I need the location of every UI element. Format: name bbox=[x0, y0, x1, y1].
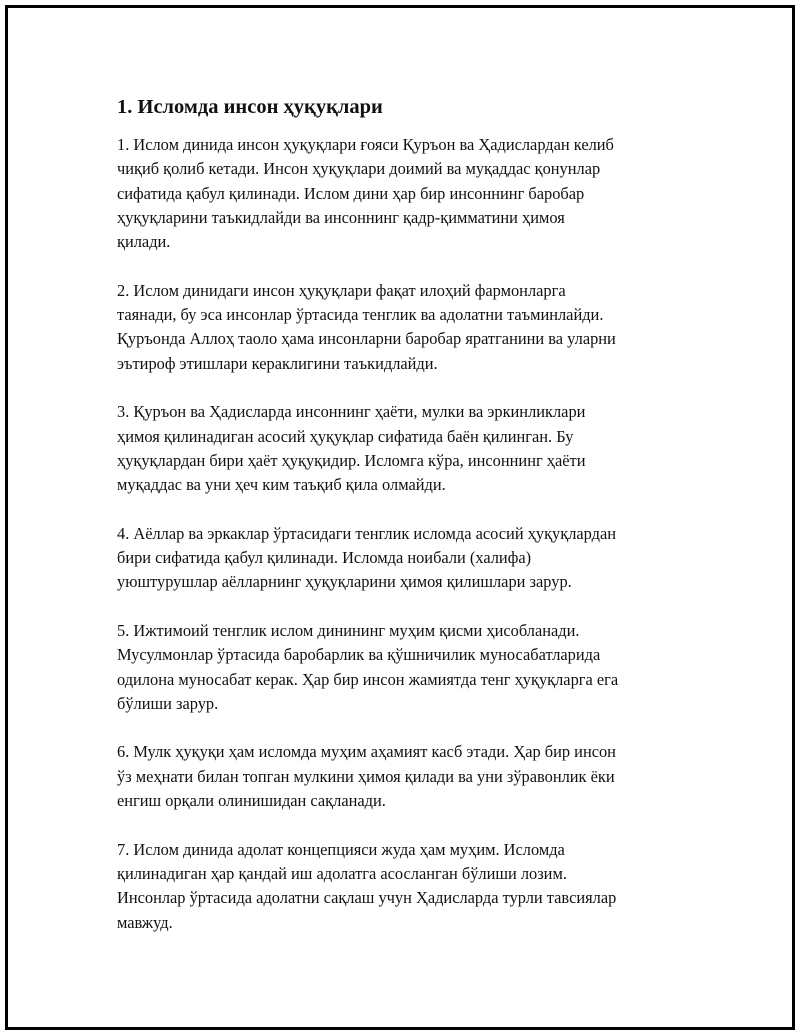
paragraph-3 bbox=[117, 400, 687, 497]
paragraph-line: Қуръонда Аллоҳ таоло ҳама инсонларни баробар яратганини ва уларни bbox=[117, 329, 616, 349]
paragraph-line: енгиш орқали олинишидан сақланади. bbox=[117, 791, 386, 811]
paragraph-line: бири сифатида қабул қилинади. Исломда ноибали (халифа) bbox=[117, 548, 532, 568]
paragraph-line: 3. Қуръон ва Ҳадисларда инсоннинг ҳаёти, мулки ва эркинликлари bbox=[117, 402, 586, 422]
paragraph-5 bbox=[117, 619, 687, 716]
paragraph-7 bbox=[117, 838, 687, 935]
paragraph-line: мавжуд. bbox=[117, 912, 173, 932]
paragraph-line: бўлиши зарур. bbox=[117, 693, 219, 713]
paragraph-line: 6. Мулк ҳуқуқи ҳам исломда муҳим аҳамият касб этади. Ҳар бир инсон bbox=[117, 742, 616, 762]
paragraph-line: 2. Ислом динидаги инсон ҳуқуқлари фақат илоҳий фармонларга bbox=[117, 280, 566, 300]
paragraph-line: Инсонлар ўртасида адолатни сақлаш учун Ҳадисларда турли тавсиялар bbox=[117, 888, 617, 908]
paragraph-line: ҳуқуқларини таъкидлайди ва инсоннинг қадр-қимматини ҳимоя bbox=[117, 207, 565, 227]
document-body bbox=[117, 94, 687, 959]
paragraph-line: 1. Ислом динида инсон ҳуқуқлари ғояси Қуръон ва Ҳадислардан келиб bbox=[117, 135, 614, 154]
paragraph-line: 5. Ижтимоий тенглик ислом динининг муҳим қисми ҳисобланади. bbox=[117, 620, 580, 640]
paragraph-6 bbox=[117, 740, 687, 813]
paragraph-list bbox=[117, 133, 687, 935]
paragraph-2 bbox=[117, 279, 687, 376]
paragraph-line: уюштурушлар аёлларнинг ҳуқуқларини ҳимоя қилишлари зарур. bbox=[117, 572, 572, 592]
paragraph-4 bbox=[117, 522, 687, 595]
paragraph-line: ҳимоя қилинадиган асосий ҳуқуқлар сифатида баён қилинган. Бу bbox=[117, 426, 574, 446]
paragraph-line: эътироф этишлари кераклигини таъкидлайди. bbox=[117, 353, 438, 373]
paragraph-line: қилинадиган ҳар қандай иш адолатга асосланган бўлиши лозим. bbox=[117, 863, 567, 883]
paragraph-line: ҳуқуқлардан бири ҳаёт ҳуқуқидир. Исломга кўра, инсоннинг ҳаёти bbox=[117, 450, 586, 470]
paragraph-line: 7. Ислом динида адолат концепцияси жуда ҳам муҳим. Исломда bbox=[117, 839, 565, 859]
section-heading: 1. Исломда инсон ҳуқуқлари bbox=[117, 96, 383, 118]
paragraph-line: муқаддас ва уни ҳеч ким таъқиб қила олмайди. bbox=[117, 475, 446, 495]
paragraph-line: Мусулмонлар ўртасида баробарлик ва қўшничилик муносабатларида bbox=[117, 645, 601, 665]
paragraph-line: қилади. bbox=[117, 232, 171, 252]
paragraph-line: сифатида қабул қилинади. Ислом дини ҳар бир инсоннинг баробар bbox=[117, 183, 585, 203]
paragraph-line: одилона муносабат керак. Ҳар бир инсон жамиятда тенг ҳуқуқларга eга bbox=[117, 669, 619, 689]
paragraph-line: чиқиб қолиб кетади. Инсон ҳуқуқлари доимий ва муқаддас қонунлар bbox=[117, 159, 601, 179]
paragraph-1 bbox=[117, 133, 687, 254]
paragraph-line: таянади, бу эса инсонлар ўртасида тенглик ва адолатни таъминлайди. bbox=[117, 305, 604, 325]
paragraph-line: ўз меҳнати билан топган мулкини ҳимоя қилади ва уни зўравонлик ёки bbox=[117, 766, 615, 786]
paragraph-line: 4. Аёллар ва эркаклар ўртасидаги тенглик исломда асосий ҳуқуқлардан bbox=[117, 523, 617, 543]
